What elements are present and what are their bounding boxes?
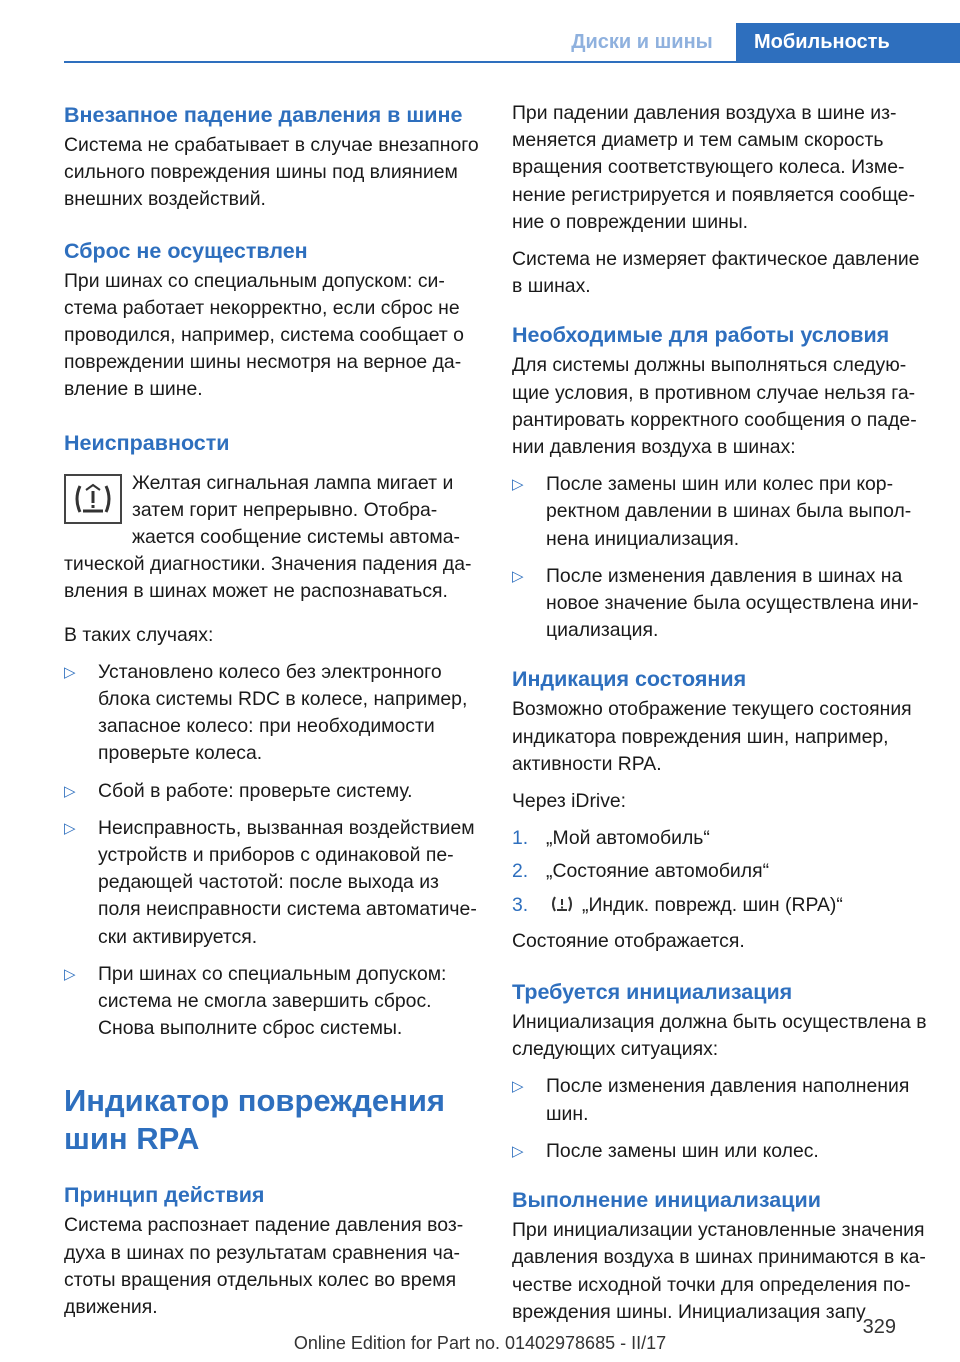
cases-list [64,659,480,1043]
list-item: ▷ Сбой в работе: проверьте систему. [64,778,480,805]
text-init-required: Инициализация должна быть осуществлена в следующих ситуациях: [512,1011,927,1061]
heading-rpa: Индикатор повреждения шин RPA [64,1083,446,1157]
conditions-list [512,471,932,644]
triangle-bullet-icon: ▷ [512,567,524,585]
tire-status-icon [550,894,574,922]
right-column [512,100,932,1326]
text-faults: Желтая сигнальная лампа мигает и затем горит непрерывно. Отображается сообщение системы автоматической диагностики. Значения падения давления в шинах может не распознаваться. [64,471,472,603]
text-perform-init: При инициализации установленные значения давления воздуха в шинах принимаются в качестве исходной точки для определения повреждения шины. Инициализация запу [512,1219,926,1323]
tire-pressure-warning-icon [64,474,122,524]
list-item: ▷ Неисправность, вызванная воздействием устройств и приборов с одинаковой передающей частотой: после выхода из поля неисправности система автоматически активируется. [64,816,477,948]
list-item: ▷ После замены шин или колес. [512,1138,932,1165]
list-item: ▷ После изменения давления в шинах на новое значение была осуществлена инициализация. [512,564,919,642]
heading-sudden-pressure-loss: Внезапное падение давления в шине [64,103,463,127]
step-item: 1. „Мой автомобиль“ [512,827,710,850]
tab-tires[interactable]: Диски и шины [571,31,713,53]
list-item: ▷ После изменения давления наполнения шин. [512,1075,910,1125]
list-item: ▷ После замены шин или колес при корректном давлении в шинах была выполнена инициализация. [512,473,912,550]
triangle-bullet-icon: ▷ [64,782,76,800]
triangle-bullet-icon: ▷ [64,965,76,983]
heading-reset-not-done: Сброс не осуществлен [64,238,308,263]
triangle-bullet-icon: ▷ [64,663,76,681]
edition-footer: Online Edition for Part no. 01402978685 - II/17 [293,1333,667,1353]
faults-block [64,470,480,606]
heading-perform-init: Выполнение инициализации [512,1188,821,1213]
init-list [512,1073,932,1165]
heading-init-required: Требуется инициализация [512,980,793,1005]
text-status-shown: Состояние отображается. [512,929,745,952]
triangle-bullet-icon: ▷ [512,476,524,494]
tab-mobility[interactable]: Мобильность [736,23,960,61]
text-no-measure: Система не измеряет фактическое давление в шинах. [512,248,920,298]
page-number: 329 [862,1316,896,1338]
text-in-such-cases: В таких случаях: [64,623,214,646]
text-sudden-pressure-loss: Система не срабатывает в случае внезапного сильного повреждения шины под влиянием внешних воздействий. [64,134,479,211]
list-item: ▷ При шинах со специальным допуском: система не смогла завершить сброс. Снова выполните сброс системы. [64,962,447,1040]
text-diameter: При падении давления воздуха в шине изменяется диаметр и тем самым скорость вращения соответствующего колеса. Изменение регистрируется и появляется сообщение о повреждении шины. [512,102,915,233]
text-via-idrive: Через iDrive: [512,790,627,813]
triangle-bullet-icon: ▷ [64,819,76,837]
text-conditions: Для системы должны выполняться следующие условия, в противном случае нельзя гарантировать корректного сообщения о падении давления воздуха в шинах: [512,354,917,459]
heading-principle: Принцип действия [64,1183,265,1208]
heading-faults: Неисправности [64,430,230,455]
heading-status: Индикация состояния [512,667,747,692]
text-status: Возможно отображение текущего состояния индикатора повреждения шин, например, активности RPA. [512,698,912,775]
list-item: ▷ Установлено колесо без электронного блока системы RDC в колесе, например, запасное колесо: при необходимости проверьте колеса. [64,660,468,765]
triangle-bullet-icon: ▷ [512,1142,524,1160]
left-column [64,100,480,1321]
step-item: 3. „Индик. поврежд. шин (RPA)“ [512,892,932,922]
text-principle: Система распознает падение давления воздуха в шинах по результатам сравнения частоты вращения отдельных колес во время движения. [64,1214,464,1319]
text-reset-not-done: При шинах со специальным допуском: система работает некорректно, если сброс не проводился, например, система сообщает о повреждении шины несмотря на верное давление в шине. [64,269,464,401]
step-item: 2. „Состояние автомобиля“ [512,860,770,883]
idrive-steps [512,825,932,922]
triangle-bullet-icon: ▷ [512,1078,524,1096]
header-rule [64,61,960,63]
heading-conditions: Необходимые для работы условия [512,323,890,348]
